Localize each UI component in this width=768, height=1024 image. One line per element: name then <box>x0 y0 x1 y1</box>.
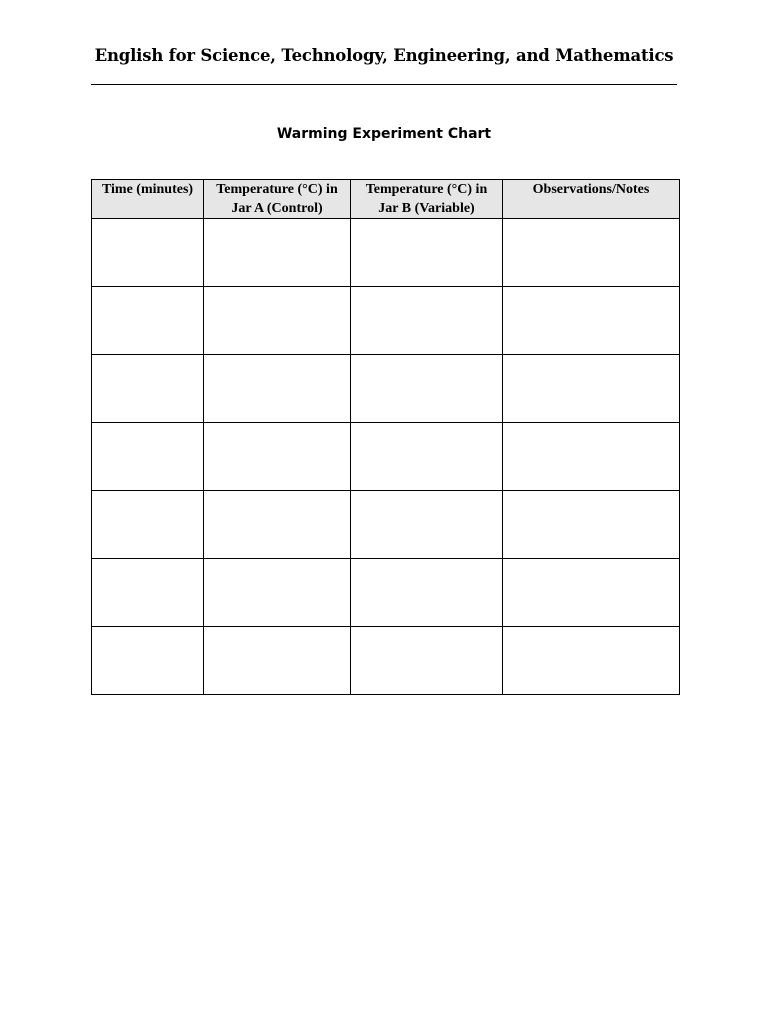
jar-b-temperature-cell[interactable] <box>351 355 503 423</box>
observations-cell[interactable] <box>503 559 680 627</box>
chart-title: Warming Experiment Chart <box>276 126 492 142</box>
column-header-line: Observations/Notes <box>532 182 650 197</box>
table-row <box>92 423 680 491</box>
jar-b-temperature-cell[interactable] <box>351 559 503 627</box>
column-header-jar-a <box>204 180 351 219</box>
time-cell[interactable] <box>92 287 204 355</box>
jar-a-temperature-cell[interactable] <box>204 219 351 287</box>
observations-cell[interactable] <box>503 287 680 355</box>
jar-b-temperature-cell[interactable] <box>351 423 503 491</box>
column-header-observations <box>503 180 680 219</box>
header-divider <box>91 84 677 85</box>
warming-experiment-table <box>91 179 680 695</box>
table-row <box>92 491 680 559</box>
column-header-line: Jar B (Variable) <box>378 201 475 216</box>
jar-b-temperature-cell[interactable] <box>351 219 503 287</box>
document-header-title: English for Science, Technology, Engineering, and Mathematics <box>94 46 674 65</box>
column-header-jar-b <box>351 180 503 219</box>
column-header-line: Time (minutes) <box>101 182 194 197</box>
observations-cell[interactable] <box>503 219 680 287</box>
time-cell[interactable] <box>92 559 204 627</box>
table-row <box>92 559 680 627</box>
column-header-time <box>92 180 204 219</box>
observations-cell[interactable] <box>503 355 680 423</box>
jar-b-temperature-cell[interactable] <box>351 627 503 695</box>
time-cell[interactable] <box>92 423 204 491</box>
jar-a-temperature-cell[interactable] <box>204 559 351 627</box>
observations-cell[interactable] <box>503 423 680 491</box>
table-row <box>92 287 680 355</box>
jar-a-temperature-cell[interactable] <box>204 491 351 559</box>
table-row <box>92 627 680 695</box>
jar-a-temperature-cell[interactable] <box>204 287 351 355</box>
jar-a-temperature-cell[interactable] <box>204 355 351 423</box>
time-cell[interactable] <box>92 355 204 423</box>
time-cell[interactable] <box>92 627 204 695</box>
column-header-line: Temperature (°C) in <box>365 182 488 197</box>
jar-b-temperature-cell[interactable] <box>351 287 503 355</box>
table-row <box>92 355 680 423</box>
column-header-line: Temperature (°C) in <box>216 182 338 197</box>
jar-b-temperature-cell[interactable] <box>351 491 503 559</box>
table-header-row <box>92 180 680 219</box>
jar-a-temperature-cell[interactable] <box>204 627 351 695</box>
time-cell[interactable] <box>92 219 204 287</box>
observations-cell[interactable] <box>503 627 680 695</box>
observations-cell[interactable] <box>503 491 680 559</box>
table-row <box>92 219 680 287</box>
jar-a-temperature-cell[interactable] <box>204 423 351 491</box>
column-header-line: Jar A (Control) <box>231 201 323 216</box>
time-cell[interactable] <box>92 491 204 559</box>
